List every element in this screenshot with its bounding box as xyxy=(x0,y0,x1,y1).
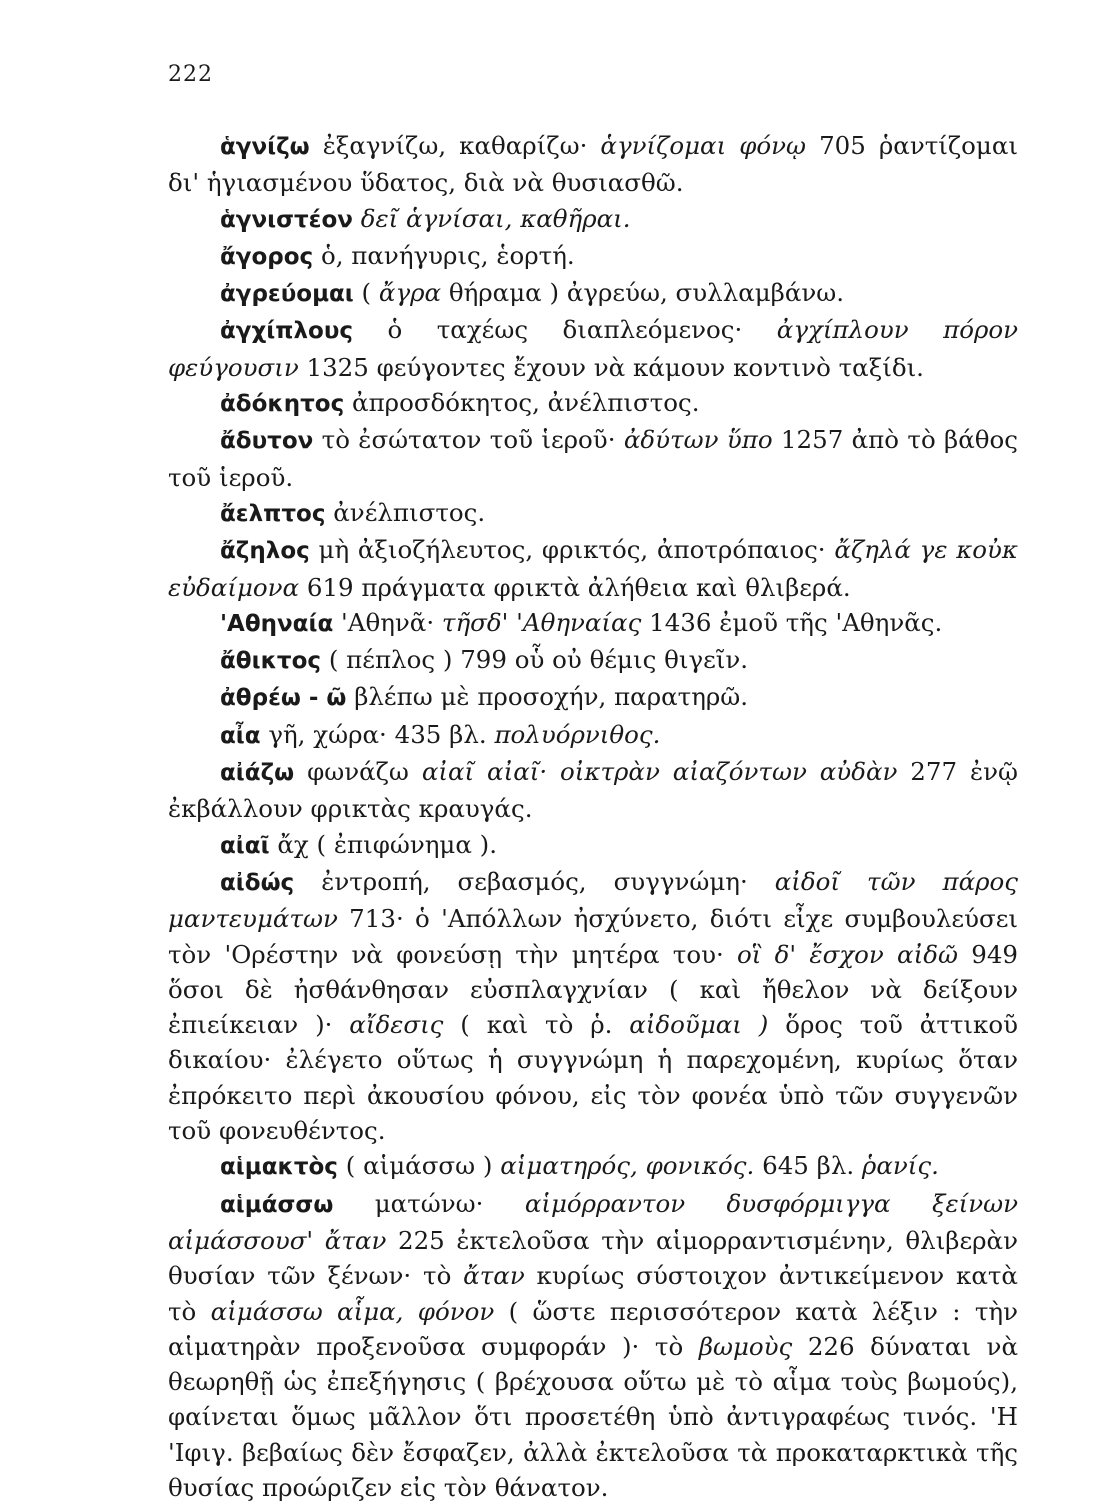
entry-citation: ἄταν xyxy=(463,1261,525,1291)
lexicon-entry xyxy=(168,754,1018,827)
entry-text: 1257 ἀπὸ τὸ βάθος τοῦ ἱεροῦ. xyxy=(168,425,1018,492)
page-number: 222 xyxy=(168,62,213,87)
entry-headword: ἀδόκητος xyxy=(220,391,345,418)
entry-citation: οἳ δ' ἔσχον αἰδῶ xyxy=(737,939,958,969)
entry-text: ἄχ ( ἐπιφώνημα ). xyxy=(269,829,498,859)
entry-citation: ἁγνίζομαι φόνῳ xyxy=(600,131,807,160)
entry-text: ὅρος τοῦ ἀττικοῦ δικαίου· ἐλέγετο οὕτως ἡ συγγνώμη ἡ παρεχομένη, κυρίως ὅταν ἐπρόκειτο περὶ ἀκουσίου φόνου, εἰς τὸν φονέα ὑπὸ τῶν συγγενῶν τοῦ φονευθέντος. xyxy=(168,1010,1018,1146)
entry-citation: τῆσδ' 'Αθηναίας xyxy=(441,607,642,637)
lexicon-entry xyxy=(168,422,1018,495)
lexicon-entry xyxy=(168,1186,1018,1505)
lexicon-entry xyxy=(168,717,1018,754)
entry-text: ( καὶ τὸ ῥ. xyxy=(443,1010,630,1040)
entry-text: 277 ἐνῷ ἐκβάλλουν φρικτὰς κραυγάς. xyxy=(168,757,1019,824)
lexicon-entry xyxy=(168,605,1018,642)
entry-text: φωνάζω xyxy=(294,757,422,787)
entry-text: ( αἱμάσσω ) xyxy=(337,1151,501,1181)
entry-citation: βωμοὺς xyxy=(698,1331,793,1361)
lexicon-entry xyxy=(168,238,1018,275)
entry-citation: αἰαῖ αἰαῖ· οἰκτρὰν αἰαζόντων αὐδὰν xyxy=(421,757,898,787)
entry-headword: αἰδώς xyxy=(220,869,295,896)
entry-headword: ἄζηλος xyxy=(220,538,310,565)
entry-headword: αἰάζω xyxy=(220,760,295,787)
entry-text: ( πέπλος ) 799 οὗ οὐ θέμις θιγεῖν. xyxy=(321,645,749,675)
entry-headword: αἱμακτὸς xyxy=(220,1154,338,1181)
entry-citation: αἱμόρραντον δυσφόρμιγγα ξείνων αἱμάσσουσ' ἄταν xyxy=(168,1188,1018,1255)
entry-headword: 'Αθηναία xyxy=(220,610,334,637)
entry-citation: ἀγχίπλουν πόρον φεύγουσιν xyxy=(168,315,1018,382)
entry-citation: αἱμάσσω αἷμα, φόνον xyxy=(210,1296,495,1326)
entry-text: τὸ ἐσώτατον τοῦ ἱεροῦ· xyxy=(313,425,624,455)
entry-text: ἐξαγνίζω, καθαρίζω· xyxy=(309,131,601,160)
entry-text: 713· ὁ 'Απόλλων ἠσχύνετο, διότι εἶχε συμβουλεύσει τὸν 'Ορέστην νὰ φονεύσῃ τὴν μητέρα του· xyxy=(168,904,1018,969)
entry-headword: ἄελπτος xyxy=(220,500,326,527)
entry-text: 949 ὅσοι δὲ ἠσθάνθησαν εὐσπλαγχνίαν ( καὶ ἤθελον νὰ δείξουν ἐπιείκειαν )· xyxy=(168,939,1018,1040)
entry-citation: αἱματηρός, φονικός. xyxy=(500,1151,755,1181)
entry-text: 645 βλ. xyxy=(754,1151,862,1181)
lexicon-entries xyxy=(168,128,1018,1505)
lexicon-entry xyxy=(168,312,1018,385)
entry-text: ὁ, πανήγυρις, ἑορτή. xyxy=(313,240,575,270)
entry-text: κυρίως σύστοιχον ἀντικείμενον κατὰ τὸ xyxy=(168,1261,1018,1326)
entry-text: 226 δύναται νὰ θεωρηθῇ ὡς ἐπεξήγησις ( βρέχουσα οὕτω μὲ τὸ αἷμα τοὺς βωμούς), φαίνεται ὅμως μᾶλλον ὅτι προσετέθη ὑπὸ ἀντιγραφέως τινός. 'Η 'Ιφιγ. βεβαίως δὲν ἔσφαζεν, ἀλλὰ ἐκτελοῦσα τὰ προκαταρκτικὰ τῆς θυσίας προώριζεν εἰς τὸν θάνατον. xyxy=(168,1331,1018,1502)
lexicon-entry xyxy=(168,864,1018,1148)
entry-text: βλέπω μὲ προσοχήν, παρατηρῶ. xyxy=(346,682,749,712)
lexicon-entry xyxy=(168,642,1018,679)
entry-text: 'Αθηνᾶ· xyxy=(333,607,442,637)
lexicon-entry xyxy=(168,532,1018,605)
entry-text: ἀνέλπιστος. xyxy=(325,497,486,527)
lexicon-entry xyxy=(168,1148,1018,1185)
entry-citation: ἄγρα xyxy=(378,278,442,308)
entry-text: ἀπροσδόκητος, ἀνέλπιστος. xyxy=(344,388,700,418)
entry-text: ματώνω· xyxy=(333,1188,525,1218)
entry-headword: ἀγχίπλους xyxy=(220,318,353,345)
entry-citation: αἰδοῖ τῶν πάρος μαντευμάτων xyxy=(168,866,1018,934)
entry-text: 705 ῥαντίζομαι δι' ἡγιασμένου ὕδατος, διὰ νὰ θυσιασθῶ. xyxy=(168,131,1018,198)
entry-text: 619 πράγματα φρικτὰ ἀλήθεια καὶ θλιβερά. xyxy=(299,572,851,602)
entry-text: γῆ, χώρα· 435 βλ. xyxy=(260,719,495,749)
lexicon-entry xyxy=(168,385,1018,422)
entry-text: ὁ ταχέως διαπλεόμενος· xyxy=(352,315,777,345)
entry-text: 1325 φεύγοντες ἔχουν νὰ κάμουν κοντινὸ ταξίδι. xyxy=(298,352,924,382)
lexicon-entry xyxy=(168,679,1018,716)
entry-headword: αἱμάσσω xyxy=(220,1191,334,1218)
entry-citation: αἴδεσις xyxy=(349,1010,444,1040)
entry-text: ( ὥστε περισσότερον κατὰ λέξιν : τὴν αἱματηρὰν προξενοῦσα συμφοράν )· τὸ xyxy=(168,1296,1019,1361)
entry-headword: αἶα xyxy=(220,722,261,749)
entry-headword: αἰαῖ xyxy=(220,832,270,859)
lexicon-entry xyxy=(168,827,1018,864)
entry-headword: ἀγρεύομαι xyxy=(220,281,354,308)
entry-citation: αἰδοῦμαι ) xyxy=(629,1010,769,1040)
entry-text: 1436 ἐμοῦ τῆς 'Αθηνᾶς. xyxy=(641,607,943,637)
entry-headword: ἄδυτον xyxy=(220,428,314,455)
entry-headword: ἀθρέω - ῶ xyxy=(220,685,347,712)
entry-citation: ἀδύτων ὕπο xyxy=(623,425,773,455)
entry-headword: ἄθικτος xyxy=(220,648,322,675)
entry-text: μὴ ἀξιοζήλευτος, φρικτός, ἀποτρόπαιος· xyxy=(309,535,835,565)
lexicon-entry xyxy=(168,495,1018,532)
entry-text: ἐντροπή, σεβασμός, συγγνώμη· xyxy=(294,866,775,896)
entry-headword: ἄγορος xyxy=(220,243,314,270)
lexicon-entry xyxy=(168,128,1018,201)
entry-text: θήραμα ) ἀγρεύω, συλλαμβάνω. xyxy=(441,278,845,308)
entry-text: ( xyxy=(353,278,379,308)
entry-text xyxy=(353,204,361,233)
entry-citation: ἄζηλά γε κοὐκ εὐδαίμονα xyxy=(168,535,1018,602)
lexicon-entry xyxy=(168,201,1018,238)
entry-citation: ῥανίς. xyxy=(861,1151,939,1181)
entry-headword: ἁγνίζω xyxy=(220,134,310,160)
entry-headword: ἁγνιστέον xyxy=(220,206,353,233)
entry-text: 225 ἐκτελοῦσα τὴν αἱμορραντισμένην, θλιβερὰν θυσίαν τῶν ξένων· τὸ xyxy=(168,1225,1018,1291)
entry-citation: πολυόρνιθος. xyxy=(494,719,661,749)
lexicon-entry xyxy=(168,275,1018,312)
entry-citation: δεῖ ἁγνίσαι, καθῆραι. xyxy=(360,203,631,233)
